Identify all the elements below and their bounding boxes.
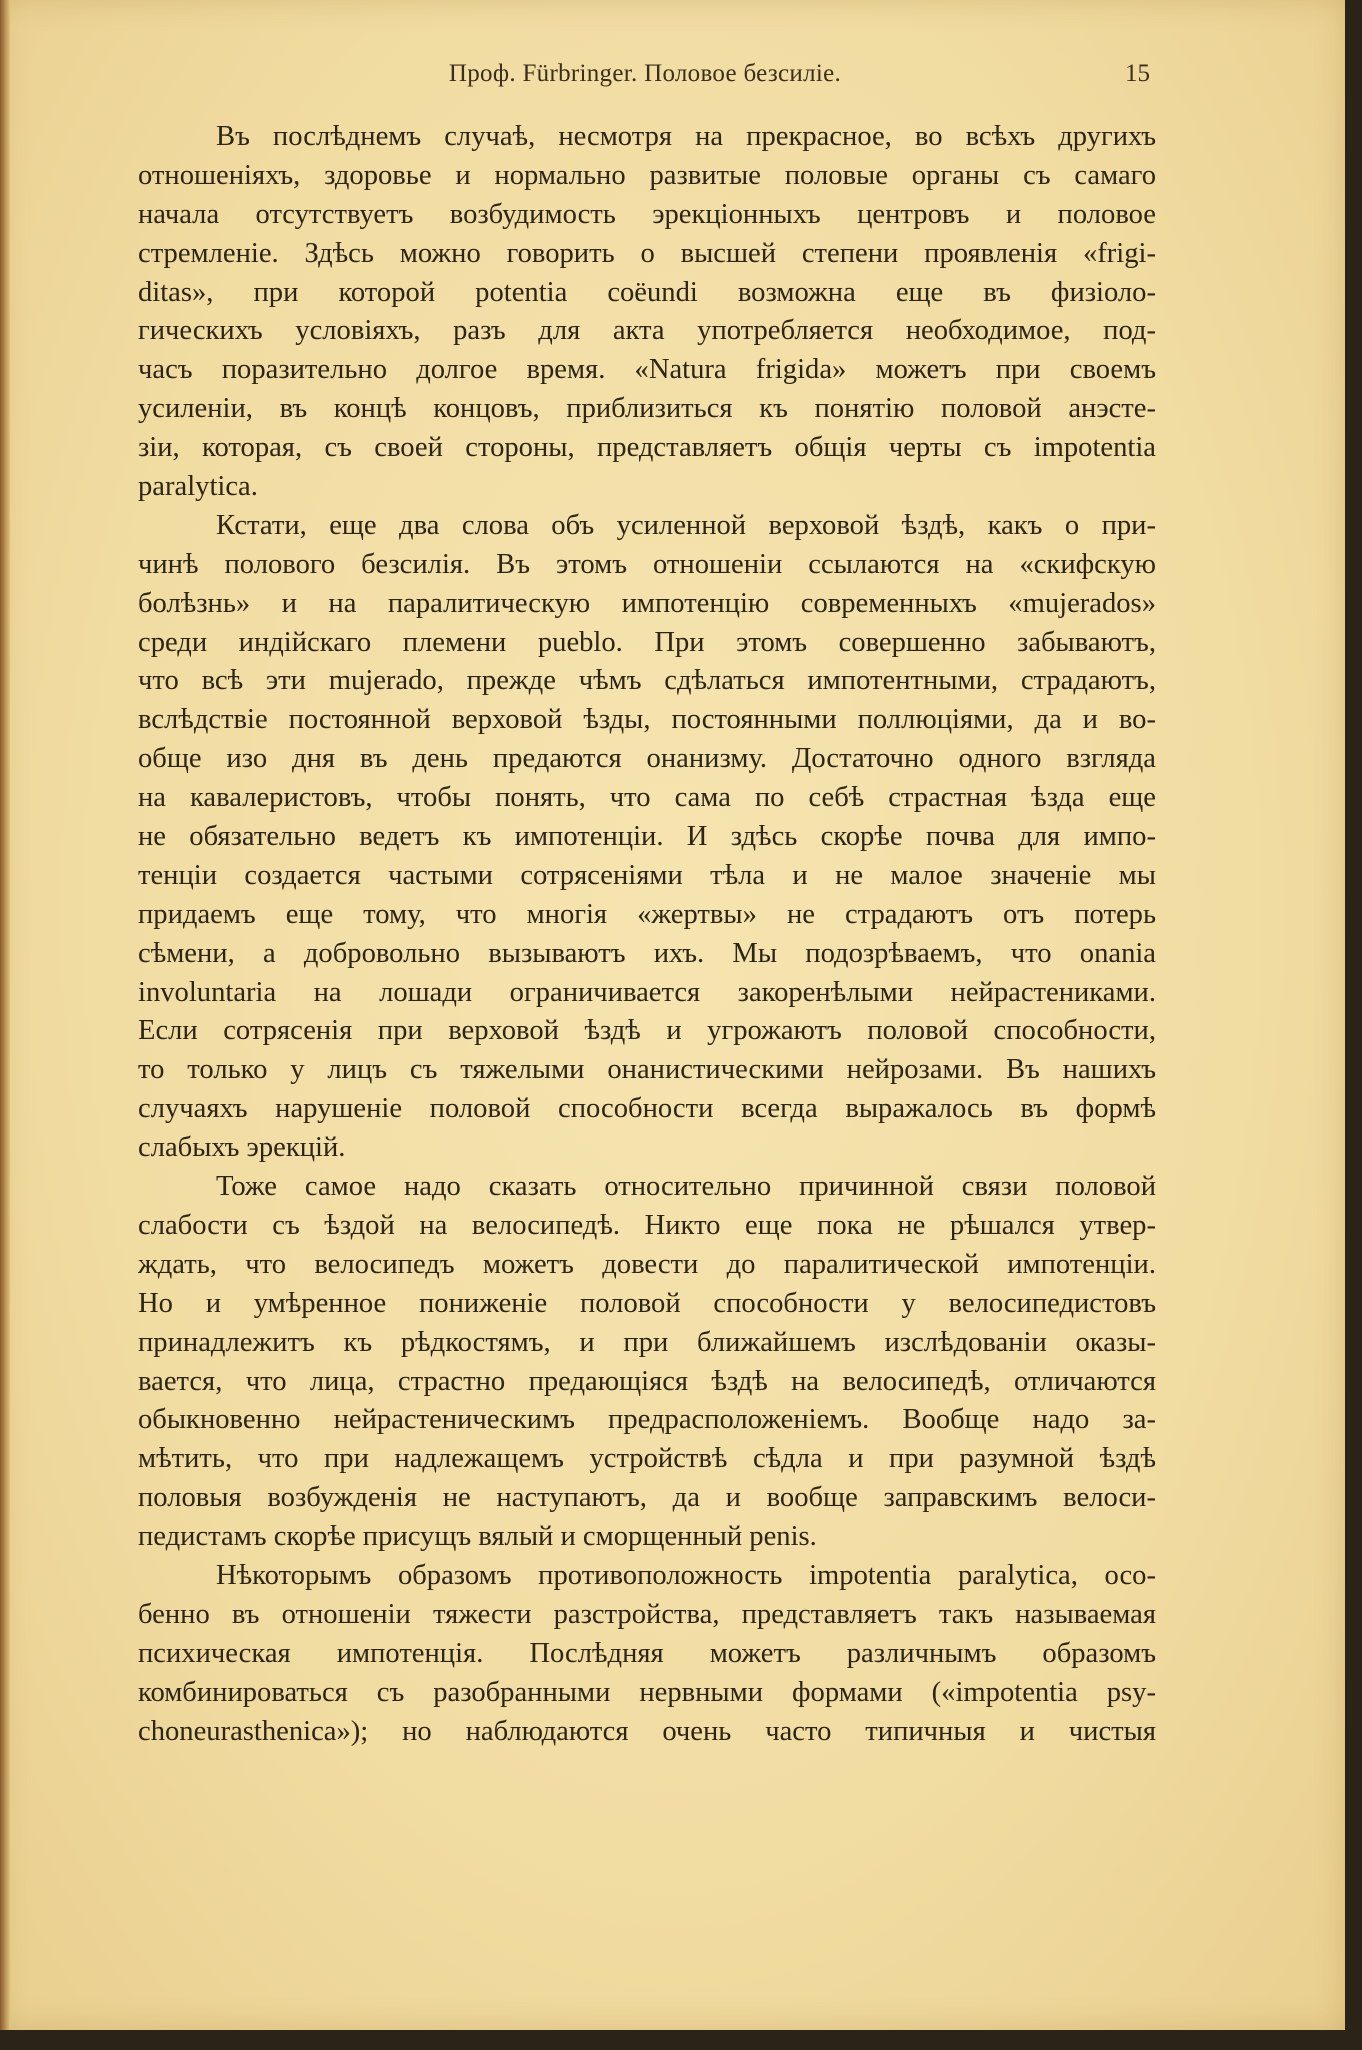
text-line: слабыхъ эрекцій.	[138, 1132, 346, 1164]
text-line: Тоже самое надо сказать относительно причинной связи половой	[216, 1171, 1156, 1203]
text-line: paralytica.	[138, 471, 258, 503]
text-line: тенціи создается частыми сотрясеніями тѣла и не малое значеніе мы	[138, 859, 1156, 891]
page-binding-edge	[0, 0, 10, 2030]
text-line: choneurasthenica»); но наблюдаются очень часто типичныя и чистыя	[138, 1715, 1156, 1747]
text-line: случаяхъ нарушеніе половой способности всегда выражалось въ формѣ	[138, 1093, 1156, 1125]
body-text	[138, 118, 1156, 1751]
text-line: сѣмени, а добровольно вызываютъ ихъ. Мы подозрѣваемъ, что onania	[138, 937, 1156, 969]
text-line: болѣзнь» и на паралитическую импотенцію современныхъ «mujerados»	[138, 587, 1156, 619]
text-line: половыя возбужденія не наступаютъ, да и вообще заправскимъ велоси-	[138, 1482, 1156, 1514]
text-line: бенно въ отношеніи тяжести разстройства, представляетъ такъ называемая	[138, 1598, 1156, 1630]
text-line: психическая импотенція. Послѣдняя можетъ различнымъ образомъ	[138, 1637, 1156, 1669]
text-line: involuntaria на лошади ограничивается закоренѣлыми нейрастениками.	[138, 976, 1156, 1008]
text-line: Въ послѣднемъ случаѣ, несмотря на прекрасное, во всѣхъ другихъ	[216, 121, 1156, 152]
text-line: ditas», при которой potentia coëundi возможна еще въ физіоло-	[138, 276, 1156, 308]
text-line: педистамъ скорѣе присущъ вялый и сморщенный penis.	[138, 1521, 817, 1553]
page-header	[140, 60, 1150, 100]
text-line: Нѣкоторымъ образомъ противоположность impotentia paralytica, осо-	[216, 1559, 1156, 1591]
text-line: Кстати, еще два слова объ усиленной верховой ѣздѣ, какъ о при-	[216, 509, 1156, 541]
text-line: то только у лицъ съ тяжелыми онанистическими нейрозами. Въ нашихъ	[138, 1054, 1156, 1086]
text-line: принадлежитъ къ рѣдкостямъ, и при ближайшемъ изслѣдованіи оказы-	[138, 1326, 1156, 1358]
text-line: обще изо дня въ день предаются онанизму. Достаточно одного взгляда	[138, 743, 1156, 775]
text-line: вается, что лица, страстно предающіяся ѣздѣ на велосипедѣ, отличаются	[138, 1365, 1156, 1397]
text-line: начала отсутствуетъ возбудимость эрекціонныхъ центровъ и половое	[138, 198, 1156, 230]
text-line: мѣтить, что при надлежащемъ устройствѣ сѣдла и при разумной ѣздѣ	[138, 1443, 1156, 1475]
text-line: ждать, что велосипедъ можетъ довести до паралитической импотенціи.	[138, 1248, 1156, 1280]
text-line: гическихъ условіяхъ, разъ для акта употребляется необходимое, под-	[138, 315, 1156, 347]
text-line: вслѣдствіе постоянной верховой ѣзды, постоянными поллюціями, да и во-	[138, 704, 1156, 736]
text-line: Если сотрясенія при верховой ѣздѣ и угрожаютъ половой способности,	[138, 1015, 1156, 1047]
text-line: часъ поразительно долгое время. «Natura frigida» можетъ при своемъ	[138, 354, 1156, 386]
text-line: на кавалеристовъ, чтобы понять, что сама по себѣ страстная ѣзда еще	[138, 782, 1156, 814]
text-line: придаемъ еще тому, что многія «жертвы» не страдаютъ отъ потерь	[138, 898, 1156, 930]
text-line: отношеніяхъ, здоровье и нормально развитые половые органы съ самаго	[138, 159, 1156, 191]
text-line: Но и умѣренное пониженіе половой способности у велосипедистовъ	[138, 1287, 1156, 1319]
text-line: усиленіи, въ концѣ концовъ, приблизиться къ понятію половой анэсте-	[138, 393, 1156, 425]
text-line: чинѣ полового безсилія. Въ этомъ отношеніи ссылаются на «скифскую	[138, 548, 1156, 580]
page-number: 15	[1125, 60, 1150, 87]
text-line: зіи, которая, съ своей стороны, представляетъ общія черты съ impotentia	[138, 432, 1156, 464]
text-line: среди индійскаго племени pueblo. При этомъ совершенно забываютъ,	[138, 626, 1156, 658]
text-line: стремленіе. Здѣсь можно говорить о высшей степени проявленія «frigi-	[138, 237, 1156, 269]
text-line: что всѣ эти mujerado, прежде чѣмъ сдѣлаться импотентными, страдаютъ,	[138, 665, 1156, 697]
text-line: комбинироваться съ разобранными нервными формами («impotentia psy-	[138, 1676, 1156, 1708]
text-line: обыкновенно нейрастеническимъ предрасположеніемъ. Вообще надо за-	[138, 1404, 1156, 1436]
text-line: слабости съ ѣздой на велосипедѣ. Никто еще пока не рѣшался утвер-	[138, 1209, 1156, 1241]
text-line: не обязательно ведетъ къ импотенціи. И здѣсь скорѣе почва для импо-	[138, 821, 1156, 853]
running-title: Проф. Fürbringer. Половое безсиліе.	[448, 60, 842, 87]
